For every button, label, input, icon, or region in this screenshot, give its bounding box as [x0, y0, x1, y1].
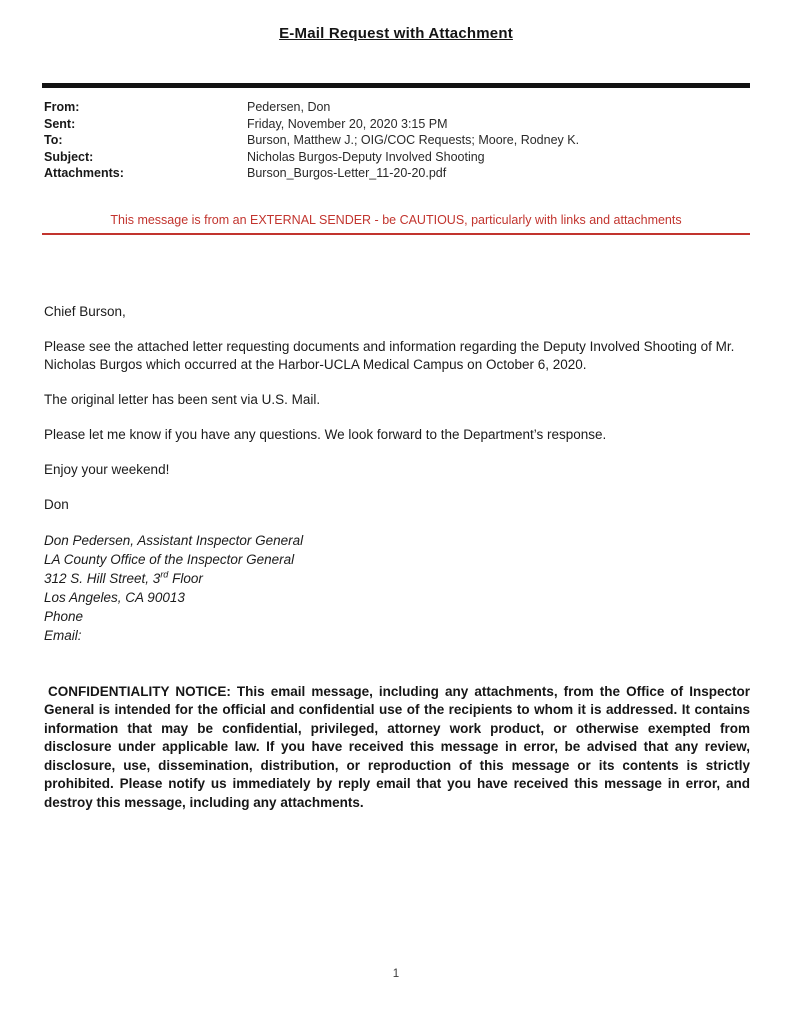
header-row-from	[44, 99, 748, 116]
email-header-fields	[44, 99, 748, 182]
signature-street-address	[44, 569, 750, 588]
confidentiality-notice: CONFIDENTIALITY NOTICE: This email message, including any attachments, from the Office of Inspector General is intended for the official and confidential use of the recipients to whom it is addressed. It contains information that may be confidential, privileged, attorney work product, or otherwise exempted from disclosure under applicable law. If you have received this message in error, be advised that any review, disclosure, use, dissemination, distribution, or reproduction of this message or its contents is strictly prohibited. Please notify us immediately by reply email that you have received this message in error, and destroy this message, including any attachments.	[44, 683, 750, 811]
header-field-value: Burson, Matthew J.; OIG/COC Requests; Moore, Rodney K.	[247, 133, 580, 147]
header-field-label: Attachments:	[44, 166, 124, 180]
header-row-sent	[44, 116, 748, 133]
salutation: Chief Burson,	[44, 303, 126, 319]
header-top-divider	[42, 83, 750, 88]
header-field-label: Sent:	[44, 116, 76, 131]
signature-organization: LA County Office of the Inspector General	[44, 551, 295, 567]
header-row-to	[44, 132, 748, 149]
header-row-attachments	[44, 165, 748, 182]
closing-line: Enjoy your weekend!	[44, 461, 170, 477]
body-paragraph: The original letter has been sent via U.S. Mail.	[44, 391, 321, 407]
header-field-value: Pedersen, Don	[247, 100, 331, 114]
header-field-label: To:	[44, 133, 63, 147]
page-number: 1	[392, 968, 400, 980]
body-paragraph: Please let me know if you have any questions. We look forward to the Department’s response.	[44, 426, 607, 442]
signature-phone-label: Phone	[44, 608, 84, 624]
signature-name-title: Don Pedersen, Assistant Inspector General	[44, 532, 304, 548]
external-sender-warning: This message is from an EXTERNAL SENDER - be CAUTIOUS, particularly with links and attachments	[110, 212, 682, 227]
street-prefix: 312 S. Hill Street, 3	[44, 570, 161, 586]
header-field-value: Nicholas Burgos-Deputy Involved Shooting	[247, 149, 485, 164]
header-row-subject	[44, 149, 748, 166]
warning-divider	[42, 233, 750, 235]
header-field-label: Subject:	[44, 149, 94, 164]
header-field-value: Burson_Burgos-Letter_11-20-20.pdf	[247, 166, 447, 180]
signature-city-line: Los Angeles, CA 90013	[44, 589, 185, 605]
body-paragraph: Please see the attached letter requesting documents and information regarding the Deputy Involved Shooting of Mr. Nicholas Burgos which occurred at the Harbor-UCLA Medical Campus on October 6, 2020.	[44, 338, 735, 372]
sender-short-name: Don	[44, 496, 69, 512]
header-field-value: Friday, November 20, 2020 3:15 PM	[247, 116, 448, 131]
street-suffix: Floor	[168, 570, 203, 586]
signature-email-label: Email:	[44, 627, 82, 643]
header-field-label: From:	[44, 100, 80, 114]
signature-block	[44, 531, 750, 645]
street-ordinal-suffix: rd	[160, 569, 169, 579]
page-title: E-Mail Request with Attachment	[279, 25, 513, 42]
email-body	[44, 303, 750, 813]
